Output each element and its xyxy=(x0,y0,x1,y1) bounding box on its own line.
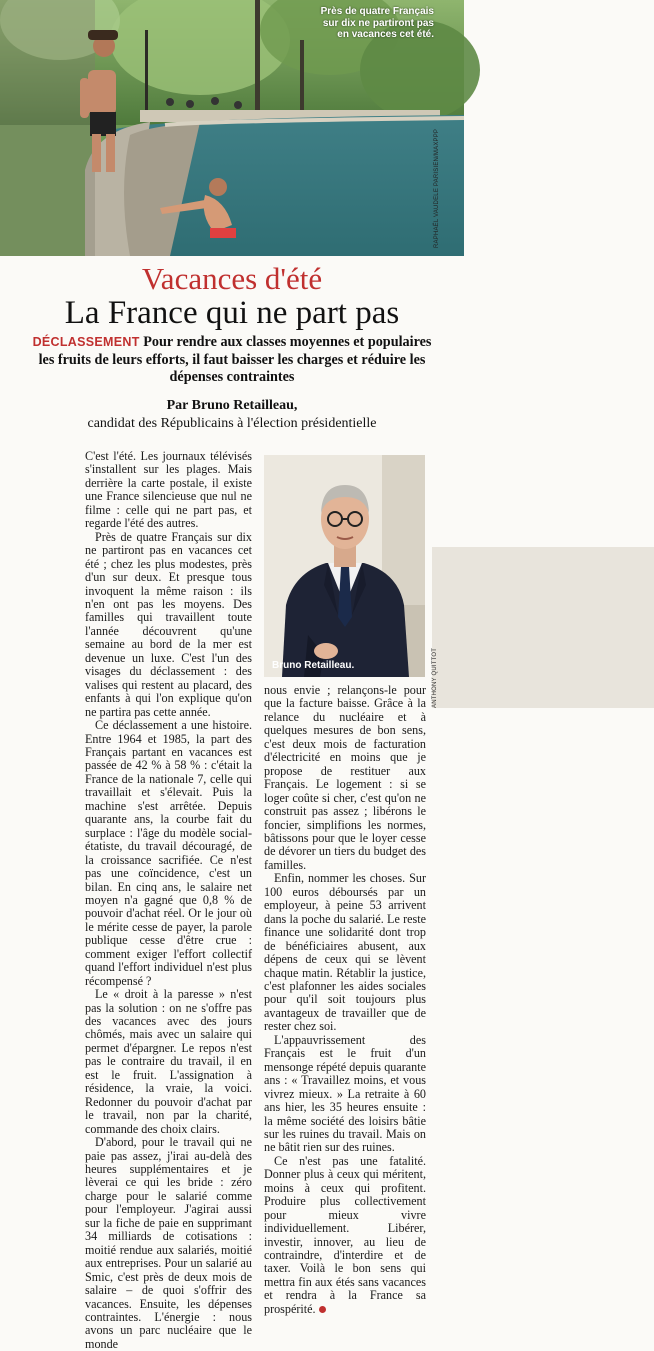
paragraph xyxy=(264,1155,426,1316)
paragraph: L'appauvrissement des Français est le fruit d'un mensonge répété depuis quarante ans : « Travaillez moins, et vous vivrez mieux. » La retraite à 60 ans hier, les 35 heures ensuite : la même société des loisirs bâtie sur les ruines du travail. Mais on ne bâtit rien sur des ruines. xyxy=(264,1032,426,1155)
paragraph: D'abord, pour le travail qui ne paie pas assez, j'irai au-delà des heures supplémentaires et je lèverai ce qui les bride : zéro charge pour le salarié comme pour l'employeur. J'agirai aussi sur la fiche de paie en supprimant 34 milliards de cotisations : moitié rendue aux salariés, moitié aux entreprises. Pour un salarié au Smic, c'est près de deux mois de salaire – de quoi s'offrir des vacances. Ensuite, les dépenses contraintes. L'énergie : nous avons un parc nucléaire que le monde xyxy=(85,1135,252,1351)
byline xyxy=(0,397,464,433)
author-portrait xyxy=(264,455,425,677)
deck xyxy=(30,334,434,387)
paragraph: Le « droit à la paresse » n'est pas la solution : on ne s'offre pas des vacances avec des jours chômés, mais avec un salaire qui permet d'épargner. Le repos n'est pas le contraire du travail, il en est le fruit. L'assignation à résidence, la vraie, la voici. Redonner du pouvoir d'achat par le travail, non par la charité, commande des choix clairs. xyxy=(85,987,252,1136)
paragraph: C'est l'été. Les journaux télévisés s'installent sur les plages. Mais derrière la carte postale, il existe une France silencieuse que nul ne filme : celle qui ne part pas, et regarde l'été des autres. xyxy=(85,449,252,531)
deck-text: Pour rendre aux classes moyennes et populaires les fruits de leurs efforts, il faut baisser les charges et réduire les dépenses contraintes xyxy=(38,334,432,385)
hero-photo xyxy=(0,0,464,256)
photo-credit: RAPHAËL VAUDELE PARISIEN/MAXPPP xyxy=(434,128,440,248)
article-column-1 xyxy=(85,449,252,1351)
byline-role: candidat des Républicains à l'élection présidentielle xyxy=(87,416,377,431)
byline-author: Par Bruno Retailleau, xyxy=(166,398,298,413)
headline: La France qui ne part pas xyxy=(64,295,400,331)
article-column-2 xyxy=(264,683,426,1316)
end-mark xyxy=(319,1306,326,1313)
final-paragraph-text: Ce n'est pas une fatalité. Donner plus à ceux qui méritent, moins à ceux qui profitent. Produire plus collectivement pour mieux vivre individuellement. Libérer, investir, innover, au lieu de contraindre, d'interdire et de taxer. Voilà le bon sens qui mettra fin aux étés sans vacances et rendra à la France sa prospérité. xyxy=(264,1153,426,1316)
paragraph: Ce déclassement a une histoire. Entre 1964 et 1985, la part des Français partant en vacances est passée de 42 % à 58 % : c'était la France de la nationale 7, celle qui travaillait et s'élevait. Puis la machine s'est arrêtée. Depuis quarante ans, la courbe fait du surplace : l'âge du modèle social-étatiste, du travail découragé, de la croissance sacrifiée. Ce n'est pas une coïncidence, c'est un bilan. En cinq ans, le salaire net moyen n'a gagné que 0,8 % de pouvoir d'achat réel. Or le jour où le mérite cesse de payer, la parole publique cesse d'être crue : comment exiger l'effort collectif quand l'effort individuel n'est plus récompensé ? xyxy=(85,718,252,988)
portrait-illustration xyxy=(264,455,425,677)
paragraph: nous envie ; relançons-le pour que la facture baisse. Grâce à la relance du nucléaire et à quelques mesures de bon sens, c'est deux mois de facturation d'électricité en moins que je propose de restituer aux Français. Le logement : si se loger coûte si cher, c'est qu'on ne construit pas assez ; libérons le foncier, simplifions les normes, bâtissons pour que le loyer cesse de dévorer un tiers du budget des familles. xyxy=(264,683,426,872)
paragraph: Près de quatre Français sur dix ne partiront pas en vacances cet été ; chez les plus modestes, près d'un sur deux. Et presque tous invoquent la même raison : ils n'en ont pas les moyens. Des familles qui travaillent toute l'année découvrent qu'une semaine au bord de la mer est devenue un luxe. C'est l'un des visages du déclassement : des valises qui restent au placard, des enfants à qui l'on explique qu'on ne partira pas cette année. xyxy=(85,529,252,719)
kicker: Vacances d'été xyxy=(141,261,323,296)
photo-caption: Près de quatre Français sur dix ne partiront pas en vacances cet été. xyxy=(320,6,434,40)
portrait-caption: Bruno Retailleau. xyxy=(272,660,355,671)
portrait-credit: ANTHONY QUITTOT xyxy=(432,547,654,708)
paragraph: Enfin, nommer les choses. Sur 100 euros déboursés par un employeur, à peine 53 arrivent dans la poche du salarié. Le reste finance une solidarité dont trop de bénéficiaires abusent, aux dépens de ceux qui se lèvent chaque matin. Rétablir la justice, c'est plafonner les aides sociales pour qu'il soit toujours plus avantageux de travailler que de rester chez soi. xyxy=(264,871,426,1034)
deck-label: DÉCLASSEMENT xyxy=(32,335,140,349)
